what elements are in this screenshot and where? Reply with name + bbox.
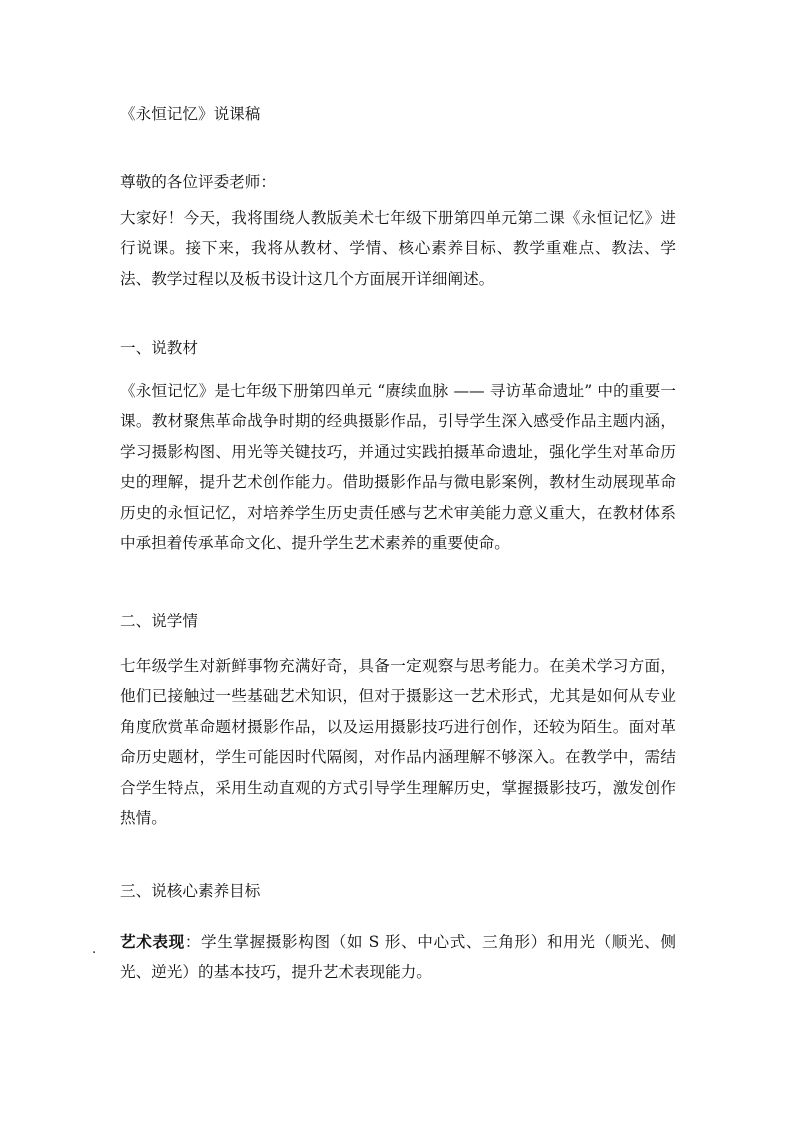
bullet-label: 艺术表现	[120, 932, 185, 951]
section-heading-students: 二、说学情	[120, 612, 198, 630]
section-heading-textbook: 一、说教材	[120, 339, 198, 357]
bullet-text: ：学生掌握摄影构图（如 S 形、中心式、三角形）和用光（顺光、侧光、逆光）的基本技巧，提升艺术表现能力。	[120, 933, 676, 982]
section-heading-goals: 三、说核心素养目标	[120, 882, 261, 900]
section-body-students: 七年级学生对新鲜事物充满好奇，具备一定观察与思考能力。在美术学习方面，他们已接触过一些基础艺术知识，但对于摄影这一艺术形式，尤其是如何从专业角度欣赏革命题材摄影作品，以及运用摄影技巧进行创作，还较为陌生。面对革命历史题材，学生可能因时代隔阂，对作品内涵理解不够深入。在教学中，需结合学生特点，采用生动直观的方式引导学生理解历史，掌握摄影技巧，激发创作热情。	[120, 657, 676, 828]
greeting: 尊敬的各位评委老师：	[120, 173, 276, 191]
section-body-textbook: 《永恒记忆》是七年级下册第四单元 “赓续血脉 —— 寻访革命遗址” 中的重要一课。教材聚焦革命战争时期的经典摄影作品，引导学生深入感受作品主题内涵，学习摄影构图、用光等关键技巧，并通过实践拍摄革命遗址，强化学生对革命历史的理解，提升艺术创作能力。借助摄影作品与微电影案例，教材生动展现革命历史的永恒记忆，对培养学生历史责任感与艺术审美能力意义重大，在教材体系中承担着传承革命文化、提升学生艺术素养的重要使命。	[120, 382, 676, 553]
document-title: 《永恒记忆》说课稿	[120, 105, 261, 123]
bullet-item-art-expression	[120, 927, 676, 988]
bullet-marker: .	[92, 942, 97, 957]
intro-paragraph: 大家好！今天，我将围绕人教版美术七年级下册第四单元第二课《永恒记忆》进行说课。接下来，我将从教材、学情、核心素养目标、教学重难点、教法、学法、教学过程以及板书设计这几个方面展开详细阐述。	[120, 209, 676, 288]
